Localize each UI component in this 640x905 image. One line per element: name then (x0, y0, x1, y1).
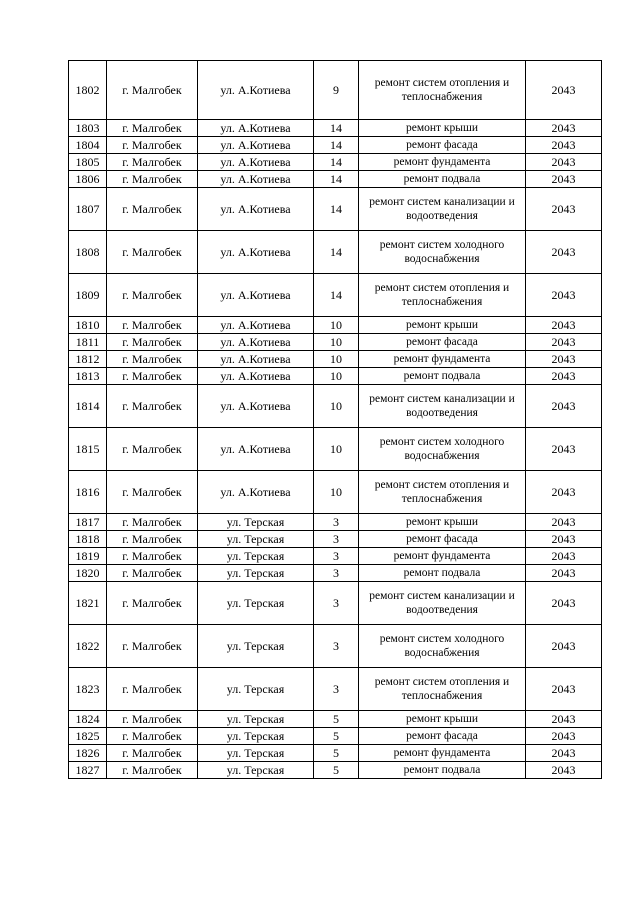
year-cell: 2043 (526, 668, 602, 711)
house-number-cell: 5 (314, 711, 359, 728)
city-cell: г. Малгобек (107, 565, 198, 582)
house-number-cell: 5 (314, 762, 359, 779)
table-row (69, 728, 602, 745)
city-cell: г. Малгобек (107, 154, 198, 171)
street-cell: ул. А.Котиева (198, 120, 314, 137)
city-cell: г. Малгобек (107, 668, 198, 711)
year-cell: 2043 (526, 368, 602, 385)
table-row (69, 154, 602, 171)
work-type-cell: ремонт систем канализации и водоотведения (359, 582, 526, 625)
year-cell: 2043 (526, 625, 602, 668)
row-number-cell: 1822 (69, 625, 107, 668)
work-type-cell: ремонт систем холодного водоснабжения (359, 428, 526, 471)
street-cell: ул. Терская (198, 728, 314, 745)
street-cell: ул. Терская (198, 565, 314, 582)
row-number-cell: 1807 (69, 188, 107, 231)
table-row (69, 274, 602, 317)
street-cell: ул. А.Котиева (198, 368, 314, 385)
year-cell: 2043 (526, 120, 602, 137)
table-row (69, 668, 602, 711)
house-number-cell: 3 (314, 531, 359, 548)
work-type-cell: ремонт подвала (359, 368, 526, 385)
city-cell: г. Малгобек (107, 274, 198, 317)
table-row (69, 368, 602, 385)
table-row (69, 351, 602, 368)
city-cell: г. Малгобек (107, 531, 198, 548)
work-type-cell: ремонт систем канализации и водоотведения (359, 385, 526, 428)
street-cell: ул. А.Котиева (198, 274, 314, 317)
house-number-cell: 3 (314, 514, 359, 531)
city-cell: г. Малгобек (107, 317, 198, 334)
work-type-cell: ремонт систем канализации и водоотведения (359, 188, 526, 231)
row-number-cell: 1819 (69, 548, 107, 565)
street-cell: ул. Терская (198, 548, 314, 565)
work-type-cell: ремонт крыши (359, 711, 526, 728)
house-number-cell: 10 (314, 471, 359, 514)
house-number-cell: 9 (314, 61, 359, 120)
city-cell: г. Малгобек (107, 762, 198, 779)
row-number-cell: 1815 (69, 428, 107, 471)
city-cell: г. Малгобек (107, 711, 198, 728)
year-cell: 2043 (526, 762, 602, 779)
table-row (69, 471, 602, 514)
table-row (69, 188, 602, 231)
house-number-cell: 14 (314, 120, 359, 137)
street-cell: ул. А.Котиева (198, 231, 314, 274)
house-number-cell: 5 (314, 745, 359, 762)
house-number-cell: 10 (314, 368, 359, 385)
year-cell: 2043 (526, 317, 602, 334)
year-cell: 2043 (526, 351, 602, 368)
street-cell: ул. А.Котиева (198, 137, 314, 154)
year-cell: 2043 (526, 171, 602, 188)
row-number-cell: 1821 (69, 582, 107, 625)
house-number-cell: 14 (314, 274, 359, 317)
row-number-cell: 1811 (69, 334, 107, 351)
city-cell: г. Малгобек (107, 61, 198, 120)
row-number-cell: 1812 (69, 351, 107, 368)
row-number-cell: 1809 (69, 274, 107, 317)
house-number-cell: 14 (314, 171, 359, 188)
row-number-cell: 1805 (69, 154, 107, 171)
table-row (69, 745, 602, 762)
year-cell: 2043 (526, 711, 602, 728)
year-cell: 2043 (526, 728, 602, 745)
table-row (69, 231, 602, 274)
row-number-cell: 1825 (69, 728, 107, 745)
year-cell: 2043 (526, 428, 602, 471)
row-number-cell: 1803 (69, 120, 107, 137)
work-type-cell: ремонт фундамента (359, 351, 526, 368)
row-number-cell: 1823 (69, 668, 107, 711)
work-type-cell: ремонт фасада (359, 531, 526, 548)
row-number-cell: 1804 (69, 137, 107, 154)
work-type-cell: ремонт систем отопления и теплоснабжения (359, 668, 526, 711)
table-row (69, 762, 602, 779)
work-type-cell: ремонт систем холодного водоснабжения (359, 231, 526, 274)
row-number-cell: 1818 (69, 531, 107, 548)
house-number-cell: 3 (314, 565, 359, 582)
repair-schedule-table (68, 60, 602, 779)
street-cell: ул. Терская (198, 514, 314, 531)
house-number-cell: 14 (314, 154, 359, 171)
work-type-cell: ремонт фасада (359, 728, 526, 745)
year-cell: 2043 (526, 745, 602, 762)
work-type-cell: ремонт подвала (359, 565, 526, 582)
work-type-cell: ремонт крыши (359, 120, 526, 137)
city-cell: г. Малгобек (107, 471, 198, 514)
work-type-cell: ремонт фундамента (359, 154, 526, 171)
street-cell: ул. А.Котиева (198, 385, 314, 428)
city-cell: г. Малгобек (107, 582, 198, 625)
year-cell: 2043 (526, 471, 602, 514)
house-number-cell: 3 (314, 582, 359, 625)
city-cell: г. Малгобек (107, 548, 198, 565)
table-body (69, 61, 602, 779)
work-type-cell: ремонт фундамента (359, 548, 526, 565)
work-type-cell: ремонт систем отопления и теплоснабжения (359, 274, 526, 317)
work-type-cell: ремонт фасада (359, 334, 526, 351)
work-type-cell: ремонт систем отопления и теплоснабжения (359, 471, 526, 514)
street-cell: ул. А.Котиева (198, 317, 314, 334)
house-number-cell: 10 (314, 385, 359, 428)
year-cell: 2043 (526, 61, 602, 120)
table-row (69, 61, 602, 120)
street-cell: ул. Терская (198, 762, 314, 779)
street-cell: ул. А.Котиева (198, 471, 314, 514)
city-cell: г. Малгобек (107, 188, 198, 231)
table-row (69, 428, 602, 471)
table-row (69, 385, 602, 428)
house-number-cell: 10 (314, 351, 359, 368)
street-cell: ул. А.Котиева (198, 171, 314, 188)
city-cell: г. Малгобек (107, 120, 198, 137)
table-row (69, 548, 602, 565)
city-cell: г. Малгобек (107, 171, 198, 188)
city-cell: г. Малгобек (107, 428, 198, 471)
row-number-cell: 1810 (69, 317, 107, 334)
row-number-cell: 1826 (69, 745, 107, 762)
work-type-cell: ремонт крыши (359, 317, 526, 334)
house-number-cell: 3 (314, 548, 359, 565)
row-number-cell: 1827 (69, 762, 107, 779)
street-cell: ул. Терская (198, 745, 314, 762)
street-cell: ул. Терская (198, 582, 314, 625)
house-number-cell: 5 (314, 728, 359, 745)
work-type-cell: ремонт систем отопления и теплоснабжения (359, 61, 526, 120)
city-cell: г. Малгобек (107, 728, 198, 745)
work-type-cell: ремонт подвала (359, 171, 526, 188)
street-cell: ул. Терская (198, 711, 314, 728)
table-row (69, 711, 602, 728)
house-number-cell: 3 (314, 668, 359, 711)
table-row (69, 334, 602, 351)
year-cell: 2043 (526, 231, 602, 274)
street-cell: ул. А.Котиева (198, 188, 314, 231)
work-type-cell: ремонт систем холодного водоснабжения (359, 625, 526, 668)
row-number-cell: 1806 (69, 171, 107, 188)
year-cell: 2043 (526, 531, 602, 548)
house-number-cell: 10 (314, 428, 359, 471)
table-row (69, 514, 602, 531)
city-cell: г. Малгобек (107, 351, 198, 368)
street-cell: ул. Терская (198, 668, 314, 711)
table-row (69, 531, 602, 548)
street-cell: ул. Терская (198, 531, 314, 548)
table-row (69, 171, 602, 188)
year-cell: 2043 (526, 274, 602, 317)
street-cell: ул. А.Котиева (198, 61, 314, 120)
year-cell: 2043 (526, 548, 602, 565)
street-cell: ул. А.Котиева (198, 351, 314, 368)
year-cell: 2043 (526, 565, 602, 582)
city-cell: г. Малгобек (107, 137, 198, 154)
year-cell: 2043 (526, 582, 602, 625)
row-number-cell: 1814 (69, 385, 107, 428)
row-number-cell: 1808 (69, 231, 107, 274)
city-cell: г. Малгобек (107, 514, 198, 531)
house-number-cell: 10 (314, 334, 359, 351)
city-cell: г. Малгобек (107, 745, 198, 762)
table-row (69, 565, 602, 582)
year-cell: 2043 (526, 154, 602, 171)
city-cell: г. Малгобек (107, 231, 198, 274)
city-cell: г. Малгобек (107, 625, 198, 668)
work-type-cell: ремонт крыши (359, 514, 526, 531)
street-cell: ул. А.Котиева (198, 154, 314, 171)
year-cell: 2043 (526, 514, 602, 531)
house-number-cell: 14 (314, 137, 359, 154)
city-cell: г. Малгобек (107, 368, 198, 385)
year-cell: 2043 (526, 385, 602, 428)
city-cell: г. Малгобек (107, 334, 198, 351)
row-number-cell: 1824 (69, 711, 107, 728)
year-cell: 2043 (526, 188, 602, 231)
street-cell: ул. А.Котиева (198, 428, 314, 471)
city-cell: г. Малгобек (107, 385, 198, 428)
house-number-cell: 10 (314, 317, 359, 334)
house-number-cell: 3 (314, 625, 359, 668)
table-row (69, 625, 602, 668)
work-type-cell: ремонт фундамента (359, 745, 526, 762)
row-number-cell: 1816 (69, 471, 107, 514)
year-cell: 2043 (526, 334, 602, 351)
house-number-cell: 14 (314, 188, 359, 231)
year-cell: 2043 (526, 137, 602, 154)
street-cell: ул. Терская (198, 625, 314, 668)
table-row (69, 582, 602, 625)
row-number-cell: 1813 (69, 368, 107, 385)
table-row (69, 137, 602, 154)
row-number-cell: 1817 (69, 514, 107, 531)
table-row (69, 317, 602, 334)
table-row (69, 120, 602, 137)
work-type-cell: ремонт фасада (359, 137, 526, 154)
house-number-cell: 14 (314, 231, 359, 274)
row-number-cell: 1820 (69, 565, 107, 582)
work-type-cell: ремонт подвала (359, 762, 526, 779)
row-number-cell: 1802 (69, 61, 107, 120)
street-cell: ул. А.Котиева (198, 334, 314, 351)
